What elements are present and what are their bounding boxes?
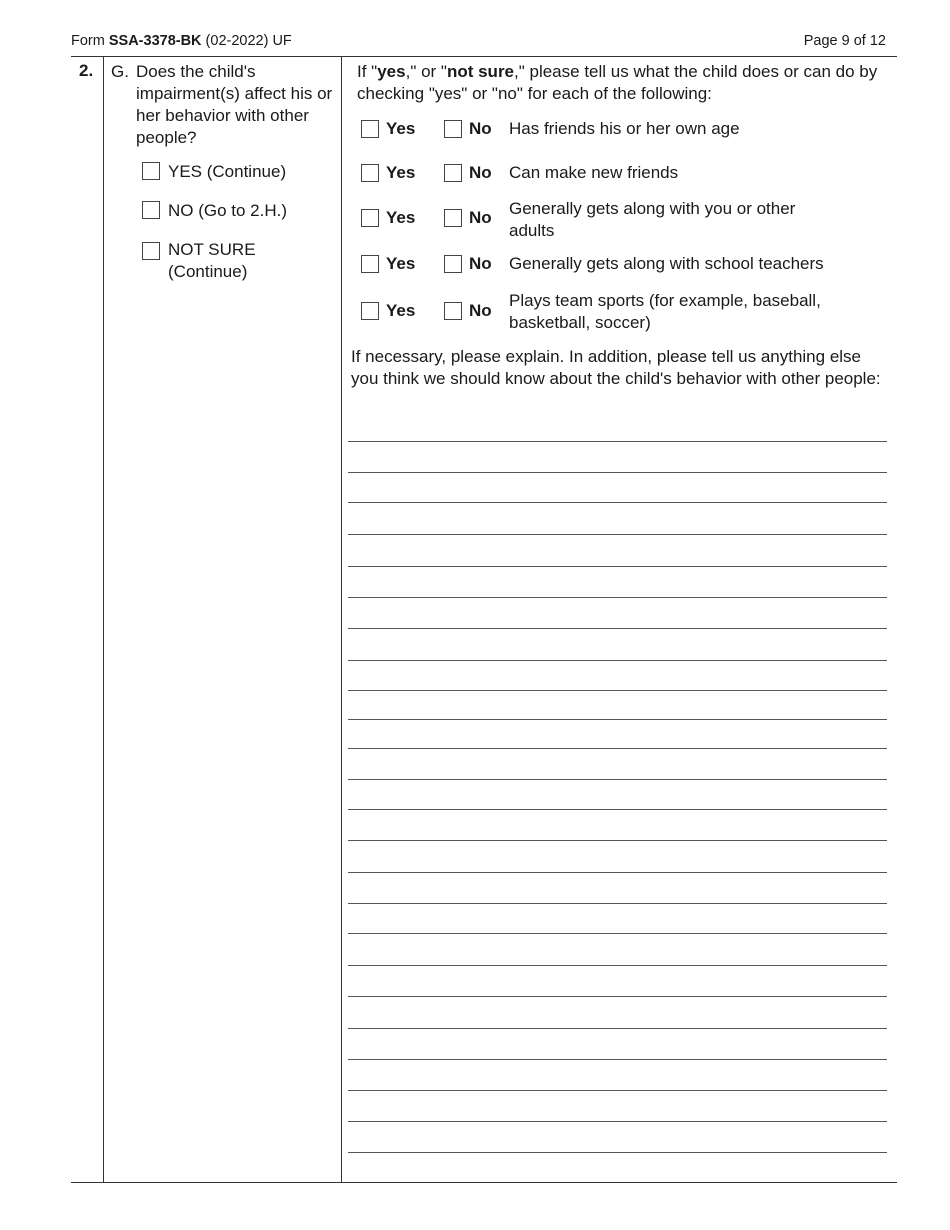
writing-line xyxy=(348,502,887,503)
table-top-border xyxy=(71,56,897,57)
writing-line xyxy=(348,965,887,966)
item-1-yes-checkbox[interactable] xyxy=(361,120,379,138)
writing-line xyxy=(348,996,887,997)
question-body: Does the child's impairment(s) affect his or her behavior with other people? xyxy=(136,62,333,147)
item-3-no-label: No xyxy=(469,208,492,227)
item-2-no-checkbox[interactable] xyxy=(444,164,462,182)
column-divider-number xyxy=(103,56,104,1182)
checkbox-no-goto[interactable] xyxy=(142,201,160,219)
item-4-yes-checkbox[interactable] xyxy=(361,255,379,273)
item-5-yes-checkbox[interactable] xyxy=(361,302,379,320)
writing-line xyxy=(348,628,887,629)
option-no-goto: NO (Go to 2.H.) xyxy=(168,201,288,220)
item-3-label: Generally gets along with you or other adults xyxy=(509,199,796,240)
writing-line xyxy=(348,1121,887,1122)
option-not-sure: NOT SURE (Continue) xyxy=(168,240,256,281)
item-2-no-label: No xyxy=(469,163,492,182)
writing-line xyxy=(348,903,887,904)
item-3-no-checkbox[interactable] xyxy=(444,209,462,227)
option-yes-continue: YES (Continue) xyxy=(168,162,287,181)
item-2-yes-label: Yes xyxy=(386,163,416,182)
followup-instructions: If "yes," or "not sure," please tell us what the child does or can do by checking "yes" or "no" for each of the following: xyxy=(357,62,878,103)
item-5-no-label: No xyxy=(469,301,492,320)
writing-line xyxy=(348,779,887,780)
item-4-yes-label: Yes xyxy=(386,254,416,273)
writing-line xyxy=(348,1090,887,1091)
writing-line xyxy=(348,1059,887,1060)
writing-line xyxy=(348,933,887,934)
writing-line xyxy=(348,660,887,661)
item-2-label: Can make new friends xyxy=(509,163,679,182)
writing-line xyxy=(348,1152,887,1153)
form-identifier: Form SSA-3378-BK (02-2022) UF xyxy=(71,33,292,49)
explanation-prompt: If necessary, please explain. In addition, please tell us anything else you think we should know about the child's behavior with other people: xyxy=(351,347,881,388)
writing-line xyxy=(348,1028,887,1029)
item-1-no-checkbox[interactable] xyxy=(444,120,462,138)
table-bottom-border xyxy=(71,1182,897,1183)
item-1-label: Has friends his or her own age xyxy=(509,119,740,138)
question-letter: G. xyxy=(111,62,129,81)
writing-line xyxy=(348,872,887,873)
writing-line xyxy=(348,719,887,720)
writing-line xyxy=(348,566,887,567)
item-4-no-checkbox[interactable] xyxy=(444,255,462,273)
item-1-no-label: No xyxy=(469,119,492,138)
item-4-label: Generally gets along with school teachers xyxy=(509,254,824,273)
checkbox-not-sure[interactable] xyxy=(142,242,160,260)
writing-line xyxy=(348,534,887,535)
page-header xyxy=(71,33,886,53)
item-3-yes-checkbox[interactable] xyxy=(361,209,379,227)
writing-line xyxy=(348,441,887,442)
writing-line xyxy=(348,597,887,598)
writing-line xyxy=(348,809,887,810)
question-text xyxy=(111,61,336,149)
writing-line xyxy=(348,748,887,749)
item-1-yes-label: Yes xyxy=(386,119,416,138)
item-3-yes-label: Yes xyxy=(386,208,416,227)
item-5-no-checkbox[interactable] xyxy=(444,302,462,320)
column-divider-question xyxy=(341,56,342,1182)
writing-line xyxy=(348,472,887,473)
writing-line xyxy=(348,840,887,841)
writing-line xyxy=(348,690,887,691)
page-number: Page 9 of 12 xyxy=(803,33,886,49)
question-number: 2. xyxy=(79,61,94,80)
item-2-yes-checkbox[interactable] xyxy=(361,164,379,182)
item-5-yes-label: Yes xyxy=(386,301,416,320)
checkbox-yes-continue[interactable] xyxy=(142,162,160,180)
item-4-no-label: No xyxy=(469,254,492,273)
item-5-label: Plays team sports (for example, baseball, basketball, soccer) xyxy=(509,291,821,332)
